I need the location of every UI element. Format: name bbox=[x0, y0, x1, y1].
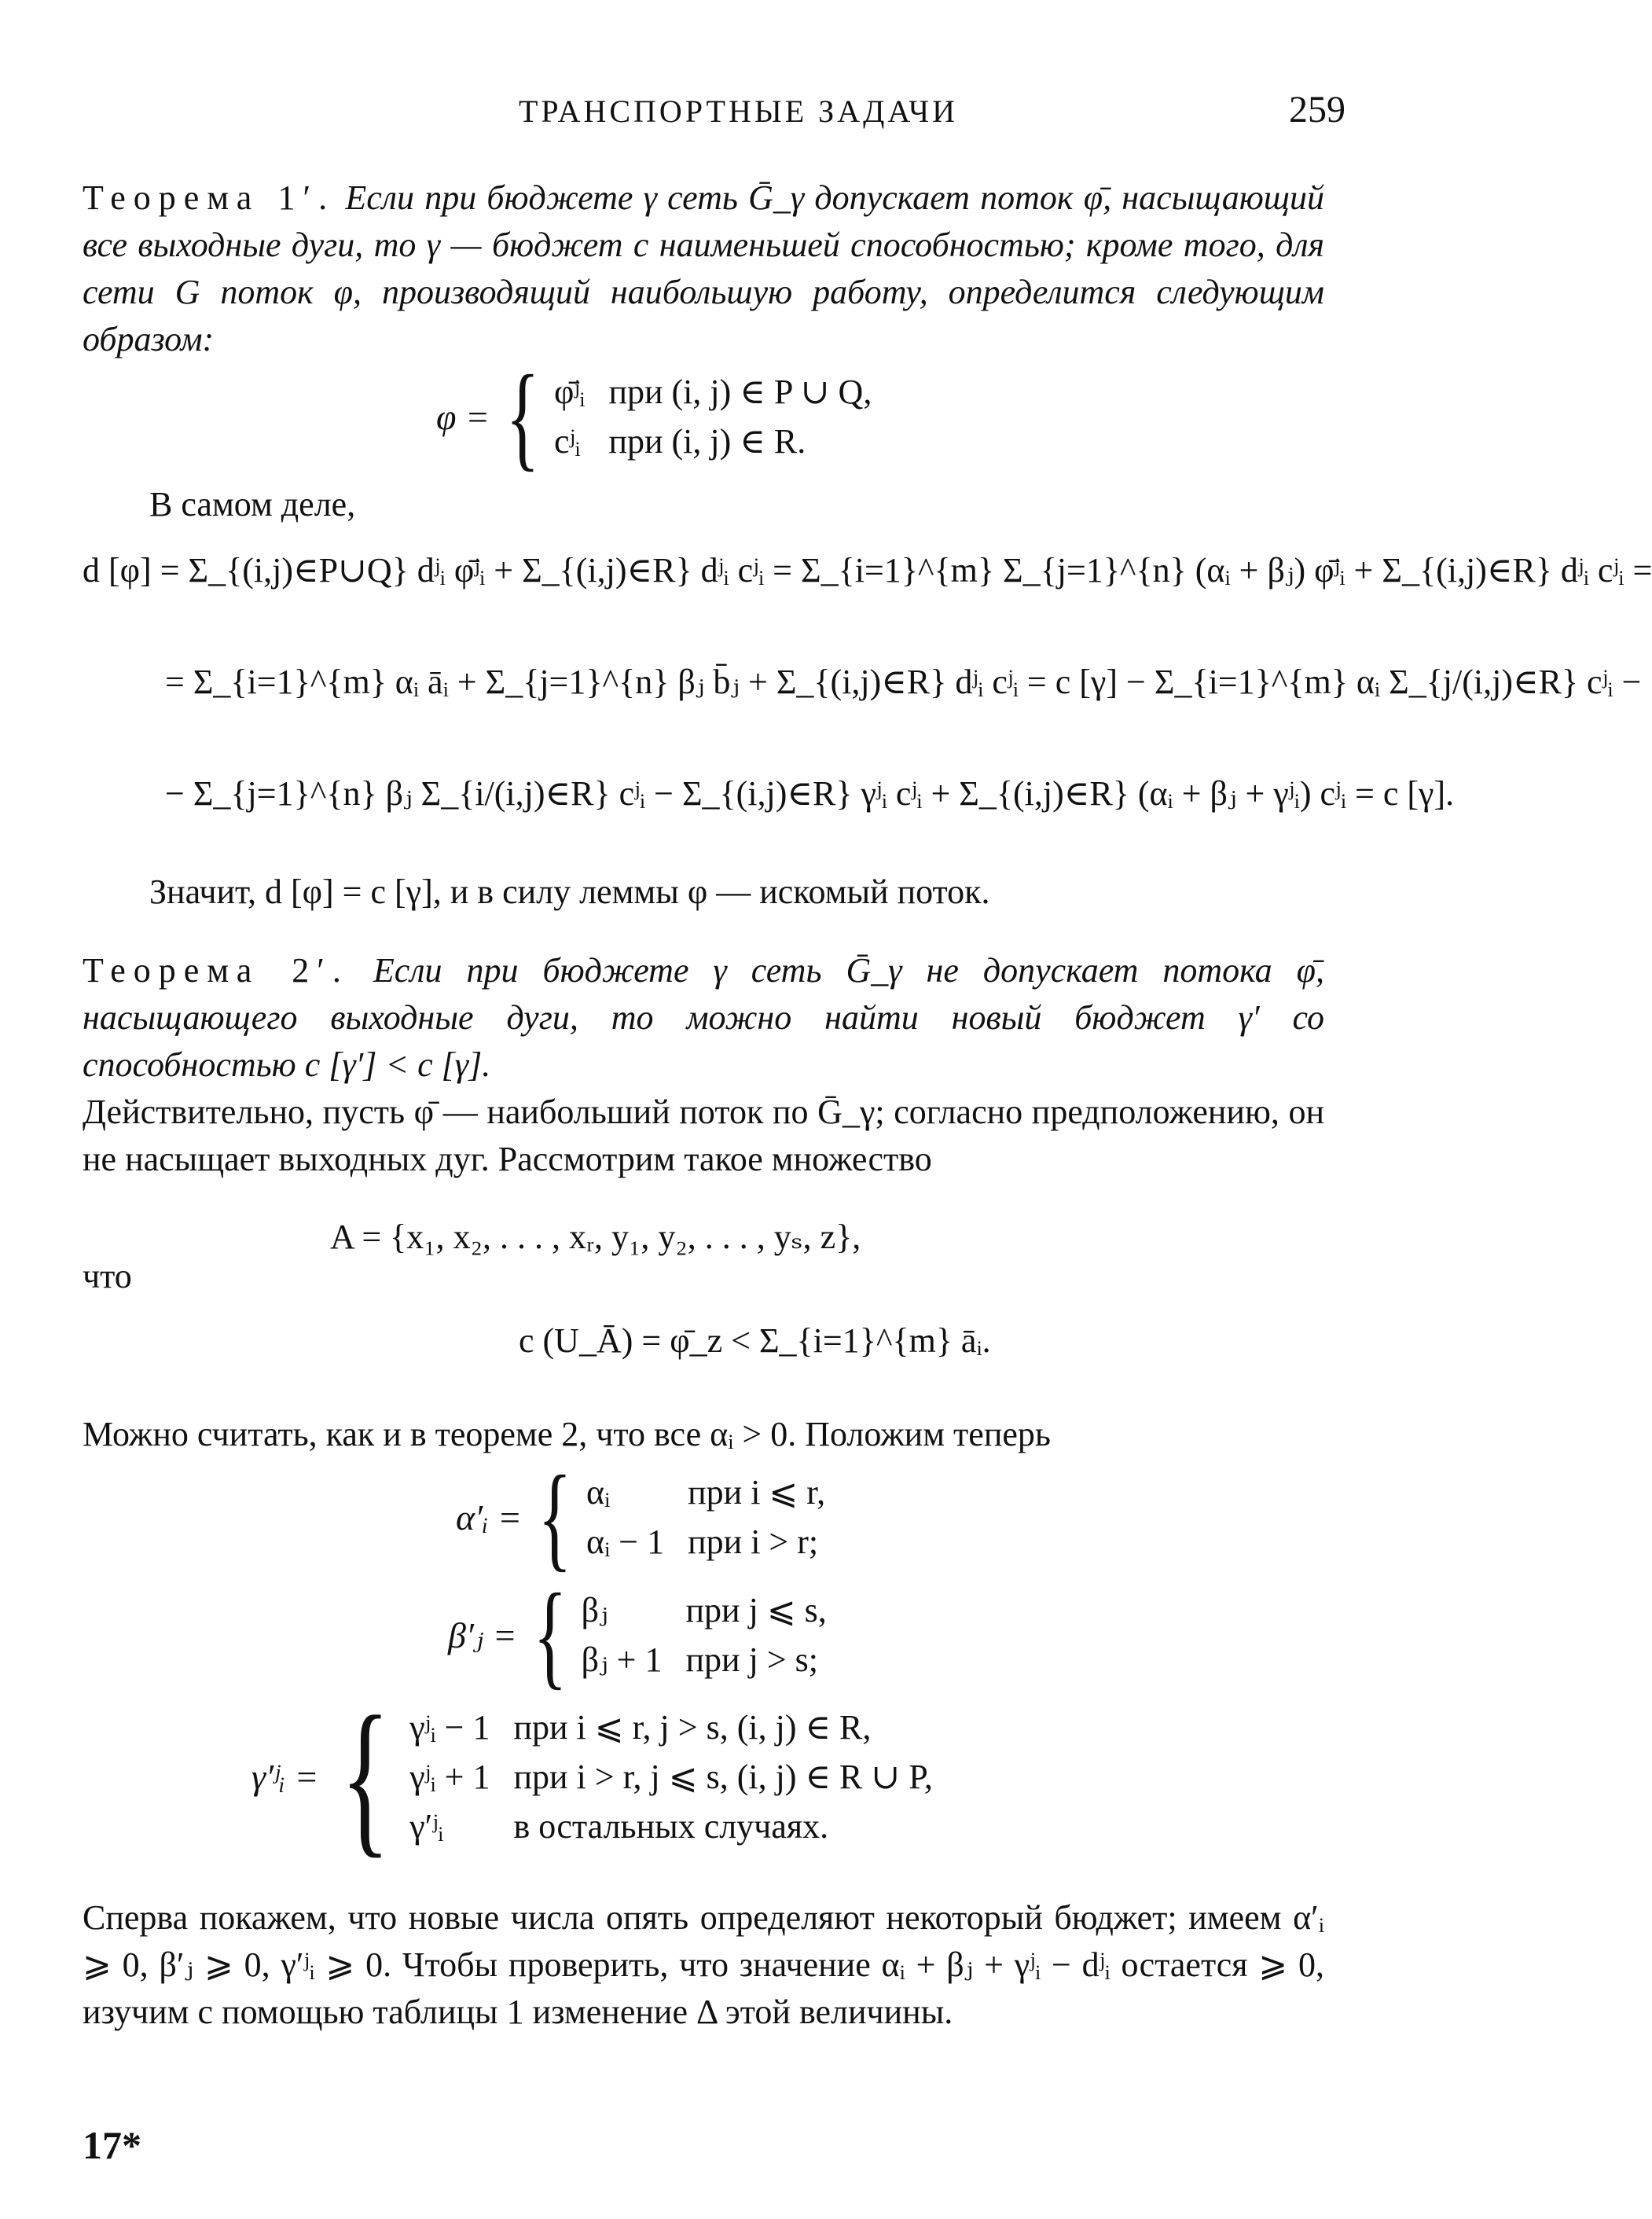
d-phi-equation-line-3: − Σ_{j=1}^{n} βⱼ Σ_{i/(i,j)∈R} cʲᵢ − Σ_{(i,j)∈R} γʲᵢ cʲᵢ + Σ_{(i,j)∈R} (αᵢ + βⱼ + γʲᵢ) cʲᵢ = c [γ]. bbox=[165, 774, 1455, 813]
beta-case-expr: βⱼ + 1 bbox=[581, 1640, 663, 1679]
phi-case-row bbox=[554, 367, 895, 417]
gamma-case-row bbox=[409, 1703, 956, 1752]
phi-brace: { bbox=[505, 351, 540, 482]
beta-cases bbox=[582, 1585, 850, 1684]
alpha-definition bbox=[456, 1452, 849, 1582]
theorem-1-label: Теорема 1′. bbox=[83, 178, 336, 217]
phi-case-expr: φ̄ʲᵢ bbox=[554, 373, 586, 411]
phi-cases bbox=[554, 367, 895, 466]
gamma-case-cond: при i ⩽ r, j > s, (i, j) ∈ R, bbox=[513, 1707, 872, 1747]
beta-case-cond: при j ⩽ s, bbox=[685, 1591, 827, 1629]
phi-case-expr: cʲᵢ bbox=[554, 422, 581, 461]
theorem-2-paragraph bbox=[83, 947, 1324, 1089]
alpha-case-expr: αᵢ bbox=[586, 1473, 611, 1512]
page-number: 259 bbox=[1289, 89, 1345, 130]
gamma-case-expr: γ′ʲᵢ bbox=[409, 1806, 444, 1846]
in-fact-text: В самом деле, bbox=[149, 485, 356, 524]
beta-definition bbox=[448, 1570, 850, 1700]
theorem-1-text: Если при бюджете γ сеть Ḡ_γ допускает поток φ̄, насыщающий все выходные дуги, то γ — бюджет с наименьшей способностью; кроме того, для сети G поток φ, производящий наибольшую работу, определится следующим образом: bbox=[83, 178, 1324, 358]
beta-brace: { bbox=[533, 1570, 567, 1700]
gamma-case-cond: в остальных случаях. bbox=[513, 1806, 829, 1846]
gamma-case-expr: γʲᵢ + 1 bbox=[409, 1757, 490, 1796]
that-word: что bbox=[83, 1257, 132, 1295]
alpha-brace: { bbox=[538, 1452, 572, 1582]
gamma-lhs: γ′ʲᵢ = bbox=[251, 1756, 319, 1797]
assume-paragraph: Можно считать, как и в теореме 2, что все αᵢ > 0. Положим теперь bbox=[83, 1415, 1051, 1453]
beta-case-expr: βⱼ bbox=[581, 1591, 608, 1629]
gamma-case-cond: при i > r, j ⩽ s, (i, j) ∈ R ∪ P, bbox=[513, 1757, 933, 1796]
beta-case-row bbox=[582, 1585, 850, 1635]
theorem-1-paragraph bbox=[83, 175, 1324, 363]
alpha-case-row bbox=[586, 1468, 849, 1517]
phi-case-cond: при (i, j) ∈ R. bbox=[608, 422, 806, 461]
phi-case-row bbox=[554, 417, 895, 466]
gamma-brace: { bbox=[340, 1681, 391, 1872]
phi-definition bbox=[436, 351, 895, 482]
set-a-equation: A = {x₁, x₂, . . . , xᵣ, y₁, y₂, . . . , yₛ, z}, bbox=[330, 1218, 861, 1256]
alpha-case-row bbox=[586, 1517, 849, 1567]
alpha-case-cond: при i > r; bbox=[688, 1523, 819, 1561]
running-head-title: ТРАНСПОРТНЫЕ ЗАДАЧИ bbox=[519, 94, 959, 129]
d-phi-equation-line-1: d [φ] = Σ_{(i,j)∈P∪Q} dʲᵢ φ̄ʲᵢ + Σ_{(i,j)∈R} dʲᵢ cʲᵢ = Σ_{i=1}^{m} Σ_{j=1}^{n} (αᵢ + βⱼ) φ̄ʲᵢ + Σ_{(i,j)∈R} dʲᵢ cʲᵢ = bbox=[83, 551, 1652, 590]
gamma-cases bbox=[409, 1703, 956, 1851]
gamma-case-row bbox=[409, 1752, 956, 1802]
gamma-definition bbox=[251, 1681, 956, 1872]
signature-mark: 17* bbox=[83, 2123, 141, 2167]
phi-lhs: φ = bbox=[436, 396, 490, 437]
beta-case-row bbox=[582, 1635, 850, 1684]
conclusion-1: Значит, d [φ] = c [γ], и в силу леммы φ — искомый поток. bbox=[149, 873, 990, 911]
cut-equation: c (U_Ā) = φ̄_z < Σ_{i=1}^{m} āᵢ. bbox=[519, 1321, 991, 1360]
alpha-case-cond: при i ⩽ r, bbox=[688, 1473, 826, 1512]
gamma-case-row bbox=[409, 1802, 956, 1851]
beta-lhs: β′ⱼ = bbox=[448, 1615, 517, 1655]
theorem-2-label: Теорема 2′. bbox=[83, 951, 349, 990]
phi-case-cond: при (i, j) ∈ P ∪ Q, bbox=[608, 373, 872, 411]
theorem-2-text: Если при бюджете γ сеть Ḡ_γ не допускает потока φ̄, насыщающего выходные дуги, то можно найти новый бюджет γ′ со способностью c [γ′] < c [γ]. bbox=[83, 951, 1324, 1084]
gamma-case-expr: γʲᵢ − 1 bbox=[409, 1707, 490, 1747]
final-paragraph: Сперва покажем, что новые числа опять определяют некоторый бюджет; имеем α′ᵢ ⩾ 0, β′ⱼ ⩾ 0, γ′ʲᵢ ⩾ 0. Чтобы проверить, что значение αᵢ + βⱼ + γʲᵢ − dʲᵢ остается ⩾ 0, изучим с помощью таблицы 1 изменение Δ этой величины. bbox=[83, 1898, 1324, 2031]
alpha-case-expr: αᵢ − 1 bbox=[586, 1523, 665, 1561]
alpha-cases bbox=[586, 1468, 849, 1567]
d-phi-equation-line-2: = Σ_{i=1}^{m} αᵢ āᵢ + Σ_{j=1}^{n} βⱼ b̄ⱼ + Σ_{(i,j)∈R} dʲᵢ cʲᵢ = c [γ] − Σ_{i=1}^{m} αᵢ Σ_{j/(i,j)∈R} cʲᵢ − bbox=[165, 663, 1642, 701]
beta-case-cond: при j > s; bbox=[685, 1640, 818, 1679]
proof-paragraph: Действительно, пусть φ̄ — наибольший поток по Ḡ_γ; согласно предположению, он не насыщает выходных дуг. Рассмотрим такое множество bbox=[83, 1093, 1324, 1178]
alpha-lhs: α′ᵢ = bbox=[456, 1497, 523, 1538]
